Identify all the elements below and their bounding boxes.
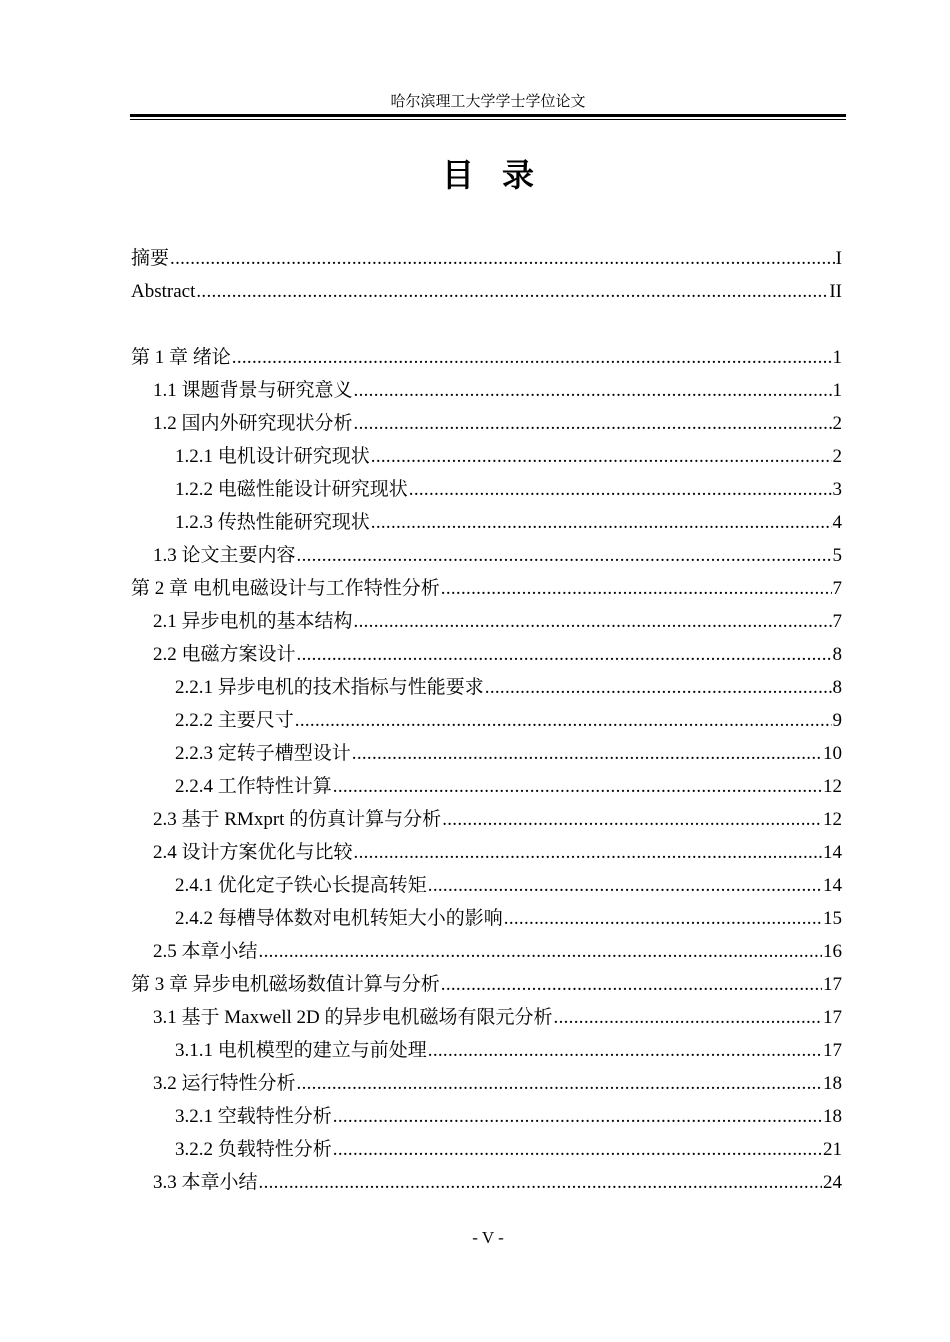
toc-entry-page: 14	[823, 842, 842, 863]
toc-entry-label: 1.3 论文主要内容	[153, 545, 296, 566]
toc-entry-label: 2.5 本章小结	[153, 941, 258, 962]
toc-entry-subsection[interactable]	[131, 671, 842, 704]
toc-entry-label: 3.2.1 空载特性分析	[175, 1106, 332, 1127]
toc-leader-dots	[333, 1100, 822, 1133]
toc-entry-label: 第 3 章 异步电机磁场数值计算与分析	[131, 974, 440, 995]
toc-entry-page: 12	[823, 809, 842, 830]
toc-entry-section[interactable]	[131, 374, 842, 407]
toc-leader-dots	[170, 242, 835, 275]
toc-entry-label: 第 2 章 电机电磁设计与工作特性分析	[131, 578, 440, 599]
toc-entry-label: 2.1 异步电机的基本结构	[153, 611, 353, 632]
toc-entry-front[interactable]	[131, 275, 842, 308]
toc-entry-page: 5	[832, 545, 842, 566]
toc-entry-section[interactable]	[131, 539, 842, 572]
toc-leader-dots	[333, 1133, 822, 1166]
toc-entry-subsection[interactable]	[131, 770, 842, 803]
toc-entry-label: Abstract	[131, 281, 196, 302]
toc-entry-label: 2.2.3 定转子槽型设计	[175, 743, 351, 764]
toc-entry-page: 17	[823, 974, 842, 995]
toc-leader-dots	[297, 539, 832, 572]
toc-entry-chapter[interactable]	[131, 341, 842, 374]
table-of-contents	[131, 242, 842, 1199]
toc-entry-label: 2.3 基于 RMxprt 的仿真计算与分析	[153, 809, 442, 830]
toc-leader-dots	[354, 374, 832, 407]
toc-entry-label: 3.1.1 电机模型的建立与前处理	[175, 1040, 427, 1061]
toc-entry-page: 12	[823, 776, 842, 797]
toc-entry-label: 1.2.1 电机设计研究现状	[175, 446, 370, 467]
toc-entry-label: 2.2.4 工作特性计算	[175, 776, 332, 797]
toc-entry-section[interactable]	[131, 803, 842, 836]
toc-entry-page: 7	[832, 611, 842, 632]
toc-entry-label: 1.1 课题背景与研究意义	[153, 380, 353, 401]
toc-entry-page: 2	[832, 446, 842, 467]
toc-entry-label: 2.2 电磁方案设计	[153, 644, 296, 665]
toc-entry-label: 1.2 国内外研究现状分析	[153, 413, 353, 434]
toc-entry-label: 3.2 运行特性分析	[153, 1073, 296, 1094]
toc-leader-dots	[354, 836, 822, 869]
toc-entry-page: I	[835, 248, 842, 269]
toc-entry-subsection[interactable]	[131, 1100, 842, 1133]
toc-entry-section[interactable]	[131, 1166, 842, 1199]
toc-entry-page: 2	[832, 413, 842, 434]
toc-leader-dots	[259, 1166, 822, 1199]
toc-leader-dots	[232, 341, 832, 374]
toc-leader-dots	[354, 407, 832, 440]
toc-entry-page: 17	[823, 1040, 842, 1061]
toc-entry-page: 1	[832, 347, 842, 368]
toc-entry-page: 18	[823, 1073, 842, 1094]
toc-entry-section[interactable]	[131, 1067, 842, 1100]
toc-leader-dots	[428, 869, 822, 902]
toc-leader-dots	[485, 671, 832, 704]
toc-entry-section[interactable]	[131, 935, 842, 968]
toc-entry-chapter[interactable]	[131, 572, 842, 605]
toc-leader-dots	[409, 473, 832, 506]
toc-entry-page: 3	[832, 479, 842, 500]
toc-entry-page: 7	[832, 578, 842, 599]
toc-entry-subsection[interactable]	[131, 704, 842, 737]
toc-entry-page: 10	[823, 743, 842, 764]
toc-entry-subsection[interactable]	[131, 1133, 842, 1166]
toc-entry-subsection[interactable]	[131, 869, 842, 902]
toc-leader-dots	[259, 935, 822, 968]
toc-entry-label: 2.2.1 异步电机的技术指标与性能要求	[175, 677, 484, 698]
toc-leader-dots	[295, 704, 832, 737]
toc-leader-dots	[504, 902, 822, 935]
toc-entry-subsection[interactable]	[131, 506, 842, 539]
toc-entry-label: 3.3 本章小结	[153, 1172, 258, 1193]
toc-entry-subsection[interactable]	[131, 473, 842, 506]
toc-entry-page: 15	[823, 908, 842, 929]
toc-leader-dots	[442, 803, 822, 836]
toc-leader-dots	[297, 1067, 822, 1100]
toc-leader-dots	[196, 275, 828, 308]
toc-entry-label: 3.1 基于 Maxwell 2D 的异步电机磁场有限元分析	[153, 1007, 553, 1028]
toc-leader-dots	[554, 1001, 822, 1034]
toc-entry-label: 2.4 设计方案优化与比较	[153, 842, 353, 863]
running-header: 哈尔滨理工大学学士学位论文	[390, 92, 586, 110]
toc-leader-dots	[428, 1034, 822, 1067]
toc-leader-dots	[354, 605, 832, 638]
toc-entry-page: 4	[832, 512, 842, 533]
toc-entry-page: 18	[823, 1106, 842, 1127]
toc-entry-front[interactable]	[131, 242, 842, 275]
toc-title: 目录	[441, 156, 562, 194]
toc-entry-label: 2.2.2 主要尺寸	[175, 710, 294, 731]
toc-entry-chapter[interactable]	[131, 968, 842, 1001]
toc-entry-subsection[interactable]	[131, 1034, 842, 1067]
toc-entry-page: 14	[823, 875, 842, 896]
toc-entry-label: 2.4.1 优化定子铁心长提高转矩	[175, 875, 427, 896]
toc-entry-label: 第 1 章 绪论	[131, 347, 231, 368]
toc-entry-section[interactable]	[131, 638, 842, 671]
header-rule-thin	[130, 119, 846, 120]
toc-entry-section[interactable]	[131, 836, 842, 869]
toc-entry-section[interactable]	[131, 407, 842, 440]
toc-entry-page: 17	[823, 1007, 842, 1028]
toc-entry-label: 3.2.2 负载特性分析	[175, 1139, 332, 1160]
toc-entry-section[interactable]	[131, 605, 842, 638]
toc-entry-page: 21	[823, 1139, 842, 1160]
toc-entry-page: II	[829, 281, 842, 302]
toc-leader-dots	[371, 506, 832, 539]
toc-leader-dots	[371, 440, 832, 473]
toc-entry-label: 摘要	[131, 248, 170, 269]
toc-entry-label: 2.4.2 每槽导体数对电机转矩大小的影响	[175, 908, 503, 929]
toc-leader-dots	[333, 770, 822, 803]
toc-leader-dots	[352, 737, 822, 770]
toc-entry-subsection[interactable]	[131, 440, 842, 473]
toc-entry-subsection[interactable]	[131, 737, 842, 770]
toc-leader-dots	[441, 572, 832, 605]
toc-entry-section[interactable]	[131, 1001, 842, 1034]
toc-entry-label: 1.2.2 电磁性能设计研究现状	[175, 479, 408, 500]
toc-spacer	[131, 308, 842, 341]
toc-entry-page: 24	[823, 1172, 842, 1193]
toc-entry-page: 1	[832, 380, 842, 401]
toc-entry-page: 16	[823, 941, 842, 962]
toc-leader-dots	[441, 968, 822, 1001]
toc-entry-page: 8	[832, 677, 842, 698]
toc-entries	[131, 341, 842, 1199]
toc-entry-page: 8	[832, 644, 842, 665]
toc-entry-subsection[interactable]	[131, 902, 842, 935]
page-number: - V -	[472, 1228, 504, 1247]
toc-leader-dots	[297, 638, 832, 671]
header-rule-thick	[130, 114, 846, 117]
toc-entry-label: 1.2.3 传热性能研究现状	[175, 512, 370, 533]
toc-entry-page: 9	[832, 710, 842, 731]
